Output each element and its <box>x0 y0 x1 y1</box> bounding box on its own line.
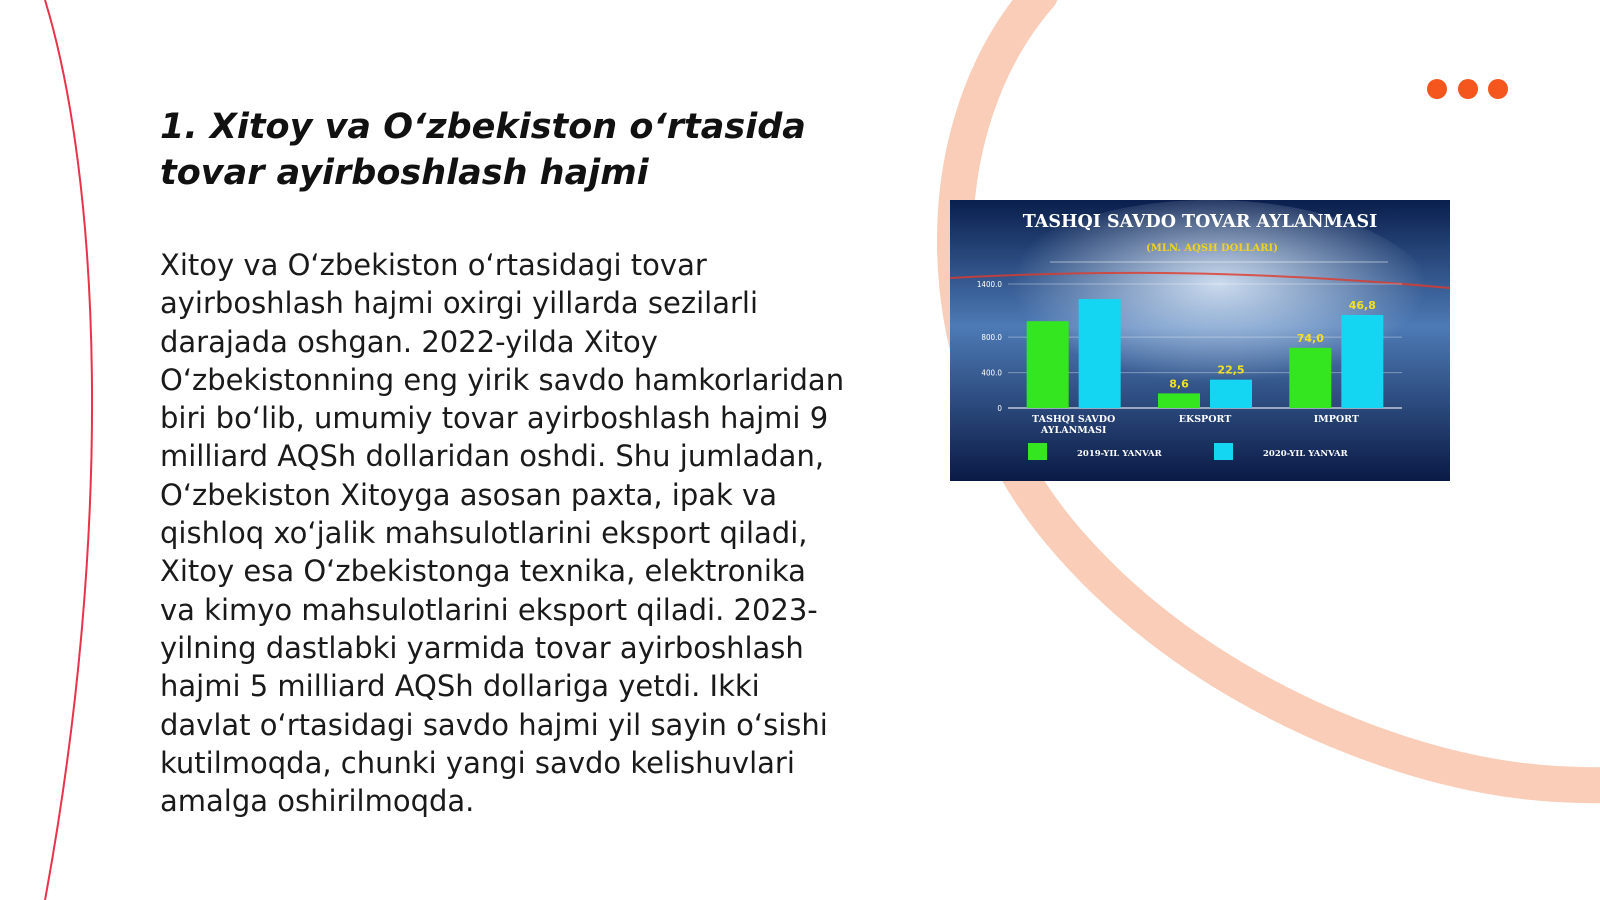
chart-data-label: 8,6 <box>1169 377 1189 391</box>
chart-data-label: 74,0 <box>1296 331 1324 345</box>
dot-icon <box>1458 79 1478 99</box>
decorative-curve-line <box>45 0 92 900</box>
chart-legend-swatch <box>1028 443 1047 460</box>
dot-icon <box>1488 79 1508 99</box>
chart-legend-swatch <box>1214 443 1233 460</box>
chart-y-tick-label: 800.0 <box>981 333 1002 343</box>
chart-bar <box>1289 348 1331 408</box>
chart-y-tick-label: 400.0 <box>981 368 1002 378</box>
chart-x-tick-label: IMPORT <box>1313 414 1359 425</box>
chart-x-tick-label: EKSPORT <box>1178 414 1232 425</box>
chart-bar <box>1027 321 1069 408</box>
chart-subtitle: (MLN. AQSH DOLLARI) <box>1146 243 1278 254</box>
chart-bar <box>1158 393 1200 408</box>
chart-data-label: 46,8 <box>1348 299 1376 312</box>
chart-data-label: 22,5 <box>1217 363 1245 377</box>
trade-chart <box>950 200 1450 481</box>
chart-x-tick-label: AYLANMASI <box>1040 425 1107 436</box>
chart-title: TASHQI SAVDO TOVAR AYLANMASI <box>1022 212 1378 232</box>
chart-bar <box>1079 299 1121 408</box>
slide-title: 1. Xitoy va O‘zbekiston o‘rtasida tovar ayirboshlash hajmi <box>160 107 806 193</box>
slide-body-text: Xitoy va O‘zbekiston o‘rtasidagi tovar ayirboshlash hajmi oxirgi yillarda sezilarli darajada oshgan. 2022-yilda Xitoy O‘zbekistonning eng yirik savdo hamkorlaridan biri bo‘lib, umumiy tovar ayirboshlash hajmi 9 milliard AQSh dollaridan oshdi. Shu jumladan, O‘zbekiston Xitoyga asosan paxta, ipak va qishloq xo‘jalik mahsulotlarini eksport qiladi, Xitoy esa O‘zbekistonga texnika, elektronika va kimyo mahsulotlarini eksport qiladi. 2023-yilning dastlabki yarmida tovar ayirboshlash hajmi 5 milliard AQSh dollariga yetdi. Ikki davlat o‘rtasidagi savdo hajmi yil sayin o‘sishi kutilmoqda, chunki yangi savdo kelishuvlari amalga oshirilmoqda. <box>160 248 845 819</box>
chart-legend-label: 2020-YIL YANVAR <box>1263 449 1348 459</box>
chart-bar <box>1210 380 1252 408</box>
chart-y-tick-label: 1400.0 <box>976 280 1002 289</box>
dot-icon <box>1427 79 1447 99</box>
chart-bar <box>1341 315 1383 408</box>
chart-legend-label: 2019-YIL YANVAR <box>1077 449 1162 459</box>
chart-x-tick-label: TASHQI SAVDO <box>1032 414 1116 425</box>
chart-y-tick-label: 0 <box>997 404 1002 413</box>
trade-chart-svg <box>950 200 1450 481</box>
